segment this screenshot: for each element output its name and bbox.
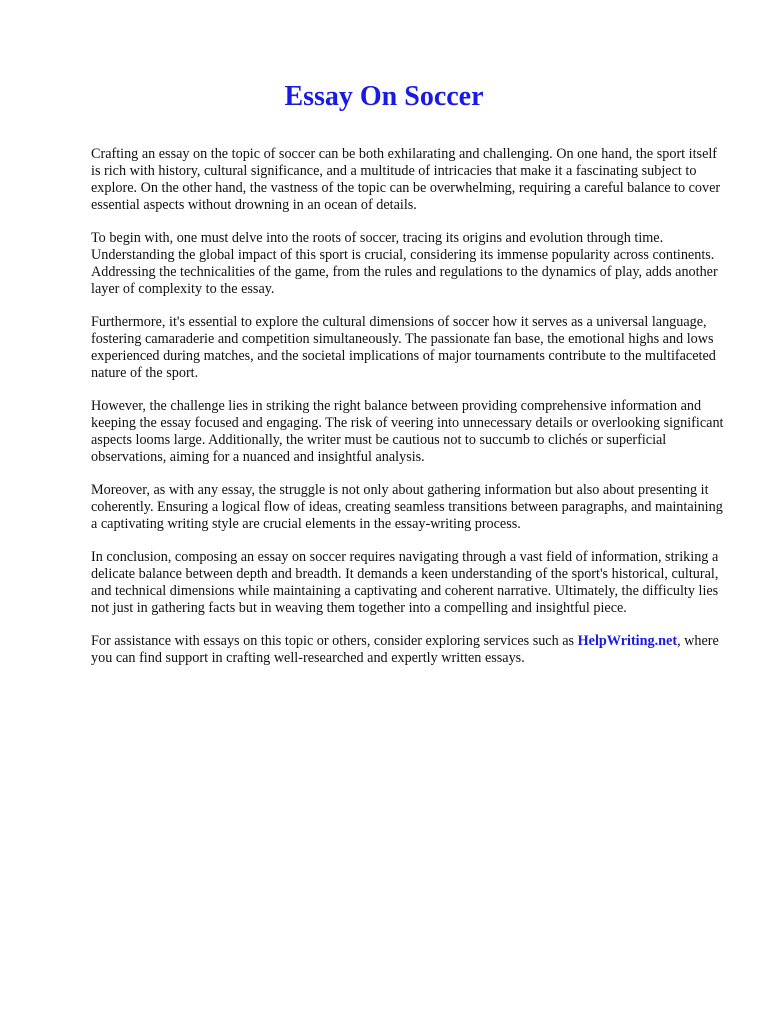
essay-body (91, 146, 725, 683)
helpwriting-link[interactable]: HelpWriting.net (577, 633, 678, 649)
paragraph-conclusion: In conclusion, composing an essay on soccer requires navigating through a vast field of information, striking a delicate balance between depth and breadth. It demands a keen understanding of the sport's historical, cultural, and technical dimensions while maintaining a captivating and coherent narrative. Ultimately, the difficulty lies not just in gathering facts but in weaving them together into a compelling and insightful piece. (91, 549, 719, 616)
paragraph-coherence: Moreover, as with any essay, the struggle is not only about gathering information but also about presenting it coherently. Ensuring a logical flow of ideas, creating seamless transitions between paragraphs, and maintaining a captivating writing style are crucial elements in the essay-writing process. (91, 482, 723, 532)
page-title: Essay On Soccer (284, 81, 484, 112)
paragraph-culture: Furthermore, it's essential to explore the cultural dimensions of soccer how it serves as a universal language, fostering camaraderie and competition simultaneously. The passionate fan base, the emotional highs and lows experienced during matches, and the societal implications of major tournaments contribute to the multifaceted nature of the sport. (91, 314, 716, 381)
paragraph-roots: To begin with, one must delve into the roots of soccer, tracing its origins and evolution through time. Understanding the global impact of this sport is crucial, considering its immense popularity across continents. Addressing the technicalities of the game, from the rules and regulations to the dynamics of play, adds another layer of complexity to the essay. (91, 230, 718, 297)
paragraph-closing (91, 633, 725, 667)
paragraph-intro: Crafting an essay on the topic of soccer can be both exhilarating and challenging. On one hand, the sport itself is rich with history, cultural significance, and a multitude of intricacies that make it a fascinating subject to explore. On the other hand, the vastness of the topic can be overwhelming, requiring a careful balance to cover essential aspects without drowning in an ocean of details. (91, 146, 721, 213)
closing-text-before-link: For assistance with essays on this topic or others, consider exploring services such as (91, 633, 578, 649)
closing-text-after-link: , where you can find support in crafting well-researched and expertly written essays. (91, 633, 719, 666)
paragraph-challenge: However, the challenge lies in striking the right balance between providing comprehensive information and keeping the essay focused and engaging. The risk of veering into unnecessary details or overlooking significant aspects looms large. Additionally, the writer must be cautious not to succumb to clichés or superficial observations, aiming for a nuanced and insightful analysis. (91, 398, 724, 465)
